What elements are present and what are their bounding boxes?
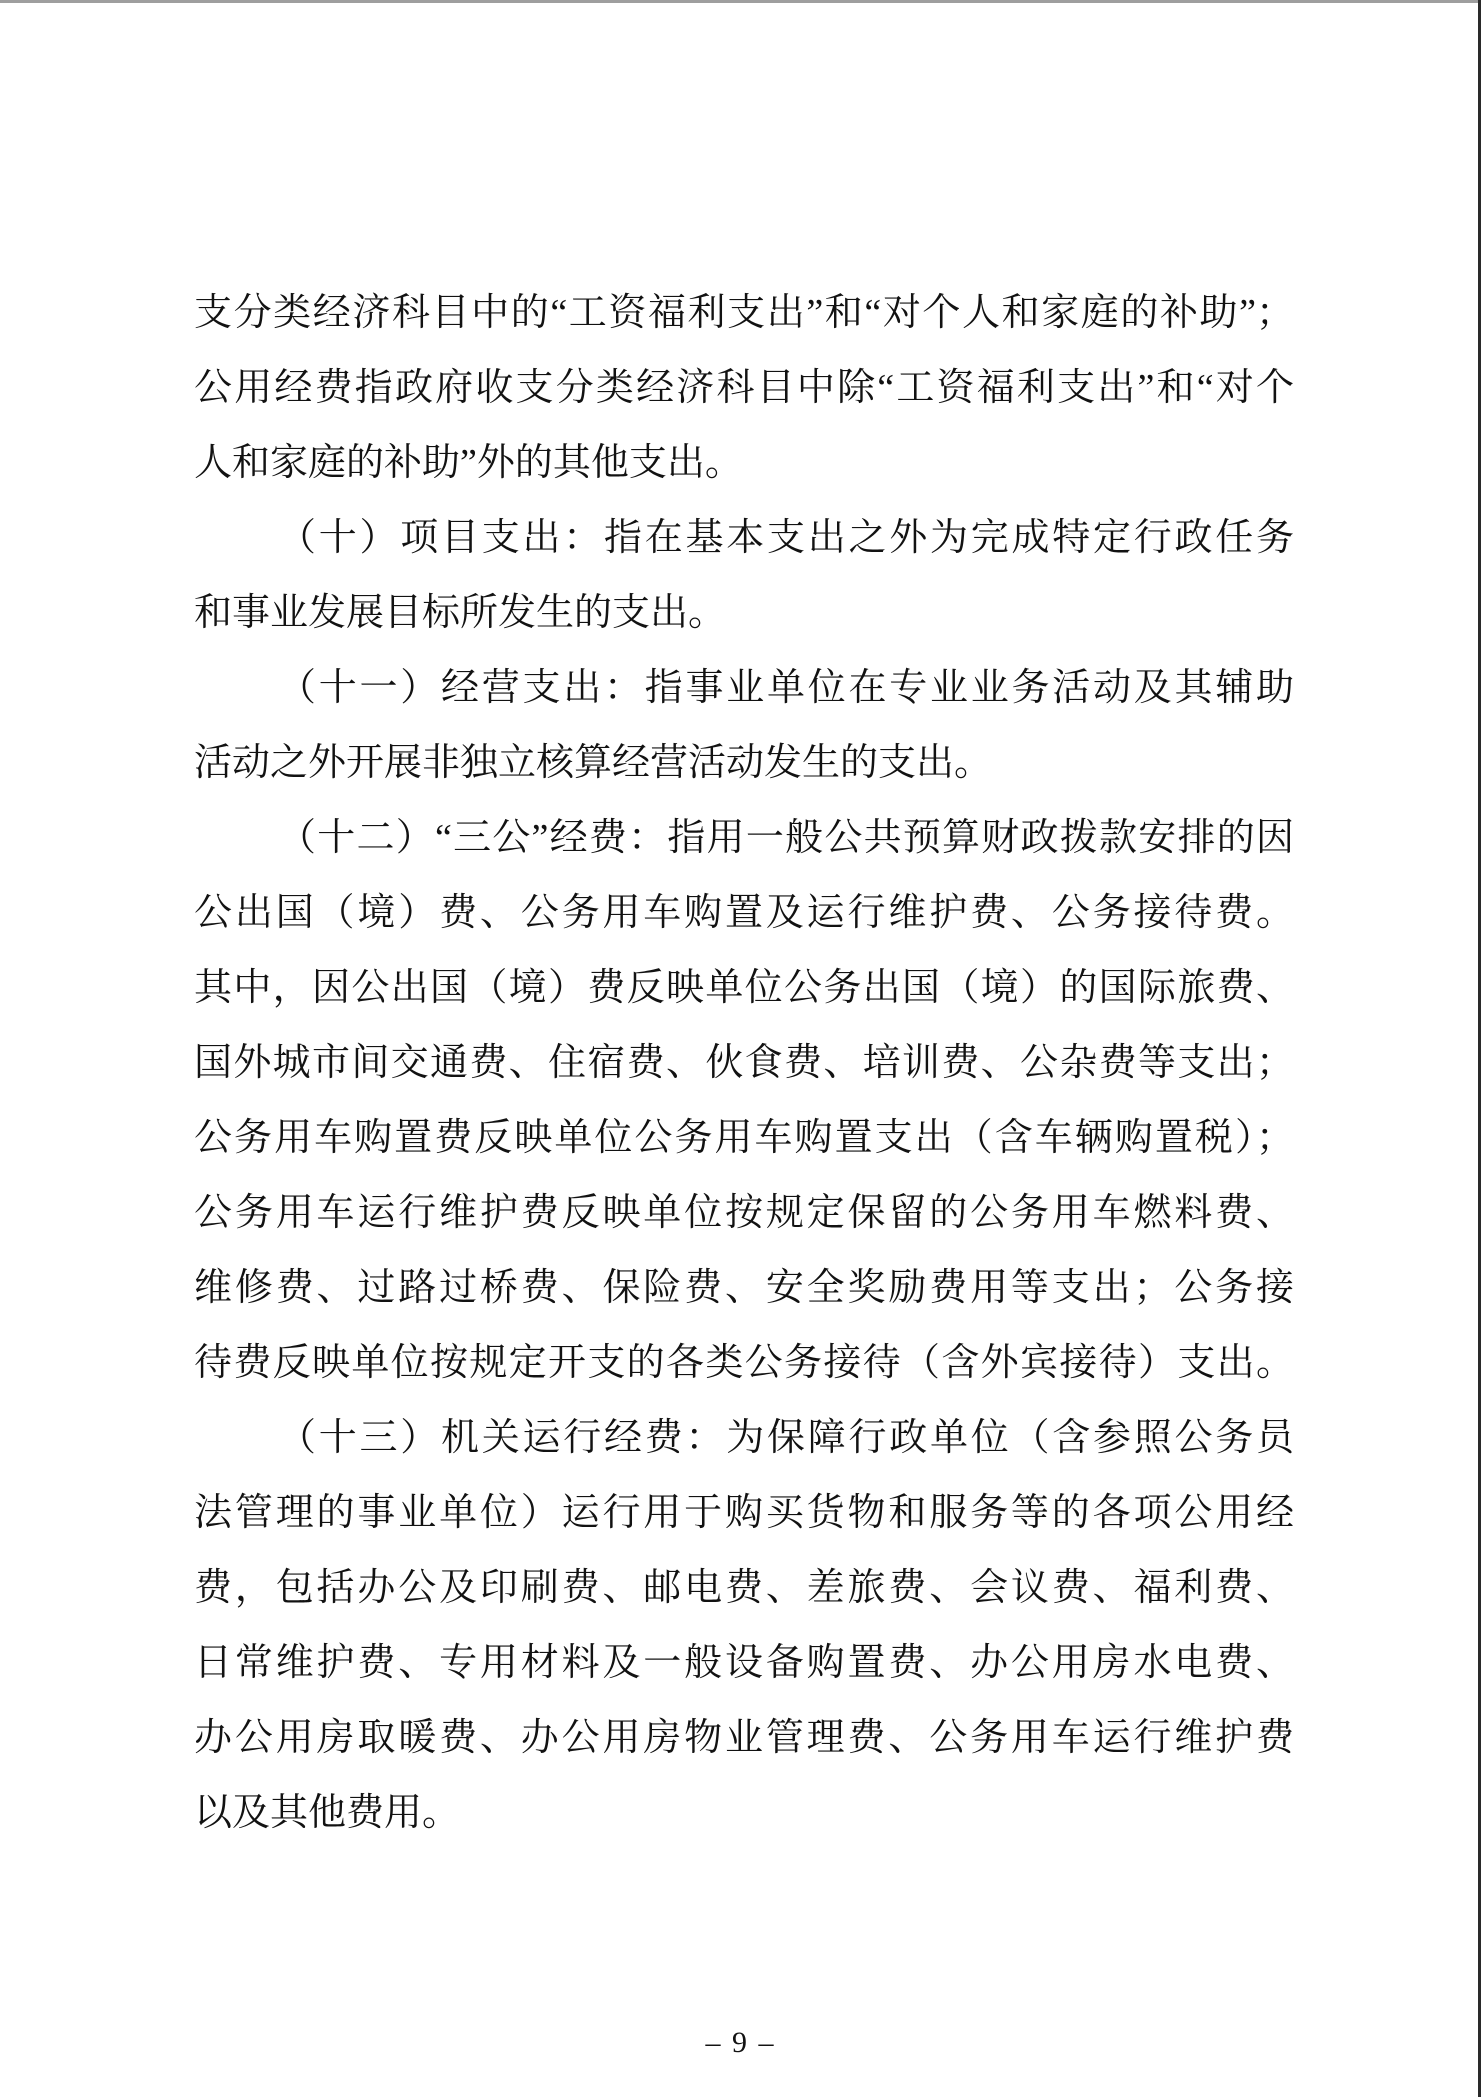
- text-line: 活动之外开展非独立核算经营活动发生的支出。: [194, 742, 993, 784]
- document-text-block: [194, 276, 1294, 1851]
- text-line: 和事业发展目标所发生的支出。: [194, 592, 727, 634]
- page-number: – 9 –: [705, 2026, 776, 2059]
- text-line: 法管理的事业单位）运行用于购买货物和服务等的各项公用经: [194, 1492, 1294, 1534]
- page-top-edge: [0, 0, 1481, 3]
- text-line: （十）项目支出：指在基本支出之外为完成特定行政任务: [278, 517, 1294, 559]
- text-line: 国外城市间交通费、住宿费、伙食费、培训费、公杂费等支出；: [194, 1042, 1294, 1084]
- text-line: 以及其他费用。: [194, 1792, 461, 1834]
- text-line: （十二）“三公”经费：指用一般公共预算财政拨款安排的因: [278, 817, 1294, 859]
- text-line: 公务用车运行维护费反映单位按规定保留的公务用车燃料费、: [194, 1192, 1294, 1234]
- text-line: 公用经费指政府收支分类经济科目中除“工资福利支出”和“对个: [194, 367, 1294, 409]
- text-line: 其中，因公出国（境）费反映单位公务出国（境）的国际旅费、: [194, 967, 1294, 1009]
- text-line: 人和家庭的补助”外的其他支出。: [194, 442, 743, 484]
- text-line: （十一）经营支出：指事业单位在专业业务活动及其辅助: [278, 667, 1294, 709]
- text-line: 待费反映单位按规定开支的各类公务接待（含外宾接待）支出。: [194, 1342, 1294, 1384]
- text-line: 费，包括办公及印刷费、邮电费、差旅费、会议费、福利费、: [194, 1567, 1294, 1609]
- text-line: （十三）机关运行经费：为保障行政单位（含参照公务员: [278, 1417, 1294, 1459]
- text-line: 支分类经济科目中的“工资福利支出”和“对个人和家庭的补助”；: [194, 292, 1294, 334]
- text-line: 办公用房取暖费、办公用房物业管理费、公务用车运行维护费: [194, 1717, 1294, 1759]
- text-line: 日常维护费、专用材料及一般设备购置费、办公用房水电费、: [194, 1642, 1294, 1684]
- text-line: 维修费、过路过桥费、保险费、安全奖励费用等支出；公务接: [194, 1267, 1294, 1309]
- text-line: 公务用车购置费反映单位公务用车购置支出（含车辆购置税）；: [194, 1117, 1294, 1159]
- text-line: 公出国（境）费、公务用车购置及运行维护费、公务接待费。: [194, 892, 1294, 934]
